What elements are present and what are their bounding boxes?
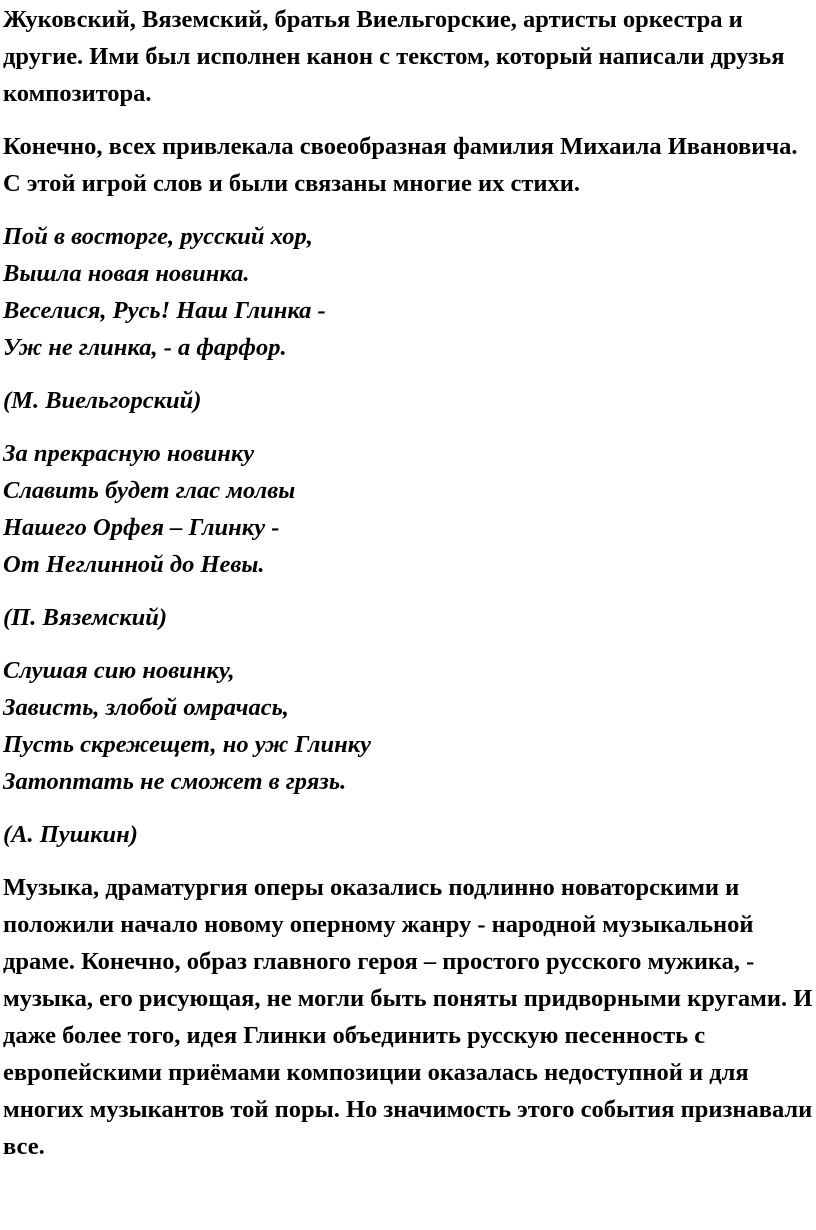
poem-line: За прекрасную новинку xyxy=(3,440,255,467)
poem-author: (М. Виельгорский) xyxy=(3,387,202,414)
paragraph-opera: Музыка, драматургия оперы оказались подлинно новаторскими и положили начало новому оперному жанру - народной музыкальной драме. Конечно, образ главного героя – простого русского мужика, - музыка, его рисующая, не могли быть поняты придворными кругами. И даже более того, идея Глинки объединить русскую песенность с европейскими приёмами композиции оказалась недоступной и для многих музыкантов той поры. Но значимость этого события признавали все. xyxy=(3,874,813,1160)
paragraph-surname: Конечно, всех привлекала своеобразная фамилия Михаила Ивановича. С этой игрой слов и были связаны многие их стихи. xyxy=(3,133,798,197)
poem-author: (П. Вяземский) xyxy=(3,604,168,631)
poem-line: Веселися, Русь! Наш Глинка - xyxy=(3,297,326,324)
poem-line: От Неглинной до Невы. xyxy=(3,551,265,578)
poem-1 xyxy=(3,218,816,366)
poem-line: Уж не глинка, - а фарфор. xyxy=(3,334,287,361)
poem-line: Вышла новая новинка. xyxy=(3,260,250,287)
poem-line: Слушая сию новинку, xyxy=(3,657,235,684)
poem-3 xyxy=(3,652,816,800)
poem-line: Нашего Орфея – Глинку - xyxy=(3,514,280,541)
poem-line: Славить будет глас молвы xyxy=(3,477,296,504)
poem-line: Пусть скрежещет, но уж Глинку xyxy=(3,731,372,758)
poem-2 xyxy=(3,435,816,583)
poem-author: (А. Пушкин) xyxy=(3,821,138,848)
poem-line: Пой в восторге, русский хор, xyxy=(3,223,313,250)
paragraph-intro: Жуковский, Вяземский, братья Виельгорские, артисты оркестра и другие. Ими был исполнен канон с текстом, который написали друзья композитора. xyxy=(3,6,785,107)
poem-line: Зависть, злобой омрачась, xyxy=(3,694,289,721)
poem-line: Затоптать не сможет в грязь. xyxy=(3,768,347,795)
